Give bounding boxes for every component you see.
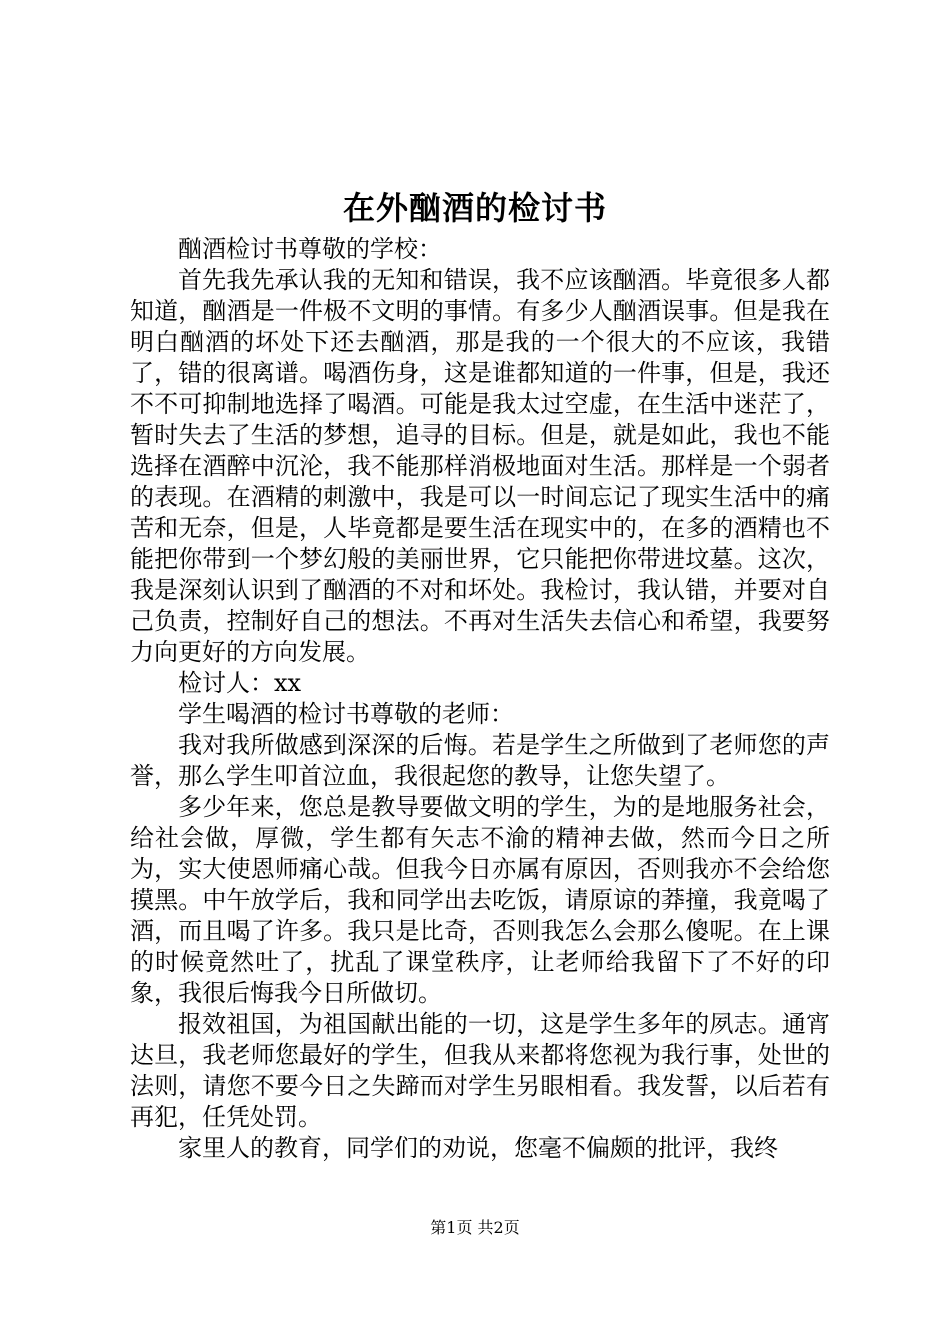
paragraph-pledge: 报效祖国，为祖国献出能的一切，这是学生多年的夙志。通宵达旦，我老师您最好的学生，但我从来都将您视为我行事，处世的法则，请您不要今日之失蹄而对学生另眼相看。我发誓，以后若有再犯，任凭处罚。 xyxy=(130,1010,830,1131)
paragraph-explanation: 多少年来，您总是教导要做文明的学生，为的是地服务社会，给社会做，厚微，学生都有矢志不渝的精神去做，然而今日之所为，实大使恩师痛心哉。但我今日亦属有原因，否则我亦不会给您摸黑。中午放学后，我和同学出去吃饭，请原谅的莽撞，我竟喝了酒，而且喝了许多。我只是比奇，否则我怎么会那么傻呢。在上课的时候竟然吐了，扰乱了课堂秩序，让老师给我留下了不好的印象，我很后悔我今日所做切。 xyxy=(130,793,830,1007)
document-body xyxy=(130,234,830,1164)
page-number-footer: 第1页 共2页 xyxy=(430,1218,520,1237)
paragraph-salutation-school: 酗酒检讨书尊敬的学校： xyxy=(178,235,442,263)
document-title: 在外酗酒的检讨书 xyxy=(342,189,607,227)
paragraph-regret: 我对我所做感到深深的后悔。若是学生之所做到了老师您的声誉，那么学生叩首泣血，我很起您的教导，让您失望了。 xyxy=(130,731,830,790)
paragraph-continued: 家里人的教育，同学们的劝说，您毫不偏颇的批评，我终 xyxy=(178,1134,778,1162)
paragraph-signature: 检讨人：xx xyxy=(178,669,302,697)
paragraph-admission: 首先我先承认我的无知和错误，我不应该酗酒。毕竟很多人都知道，酗酒是一件极不文明的事情。有多少人酗酒误事。但是我在明白酗酒的坏处下还去酗酒，那是我的一个很大的不应该，我错了，错的很离谱。喝酒伤身，这是谁都知道的一件事，但是，我还不不可抑制地选择了喝酒。可能是我太过空虚，在生活中迷茫了，暂时失去了生活的梦想，追寻的目标。但是，就是如此，我也不能选择在酒醉中沉沦，我不能那样消极地面对生活。那样是一个弱者的表现。在酒精的刺激中，我是可以一时间忘记了现实生活中的痛苦和无奈，但是，人毕竟都是要生活在现实中的，在多的酒精也不能把你带到一个梦幻般的美丽世界，它只能把你带进坟墓。这次，我是深刻认识到了酗酒的不对和坏处。我检讨，我认错，并要对自己负责，控制好自己的想法。不再对生活失去信心和希望，我要努力向更好的方向发展。 xyxy=(130,266,830,666)
paragraph-salutation-teacher: 学生喝酒的检讨书尊敬的老师： xyxy=(178,700,514,728)
